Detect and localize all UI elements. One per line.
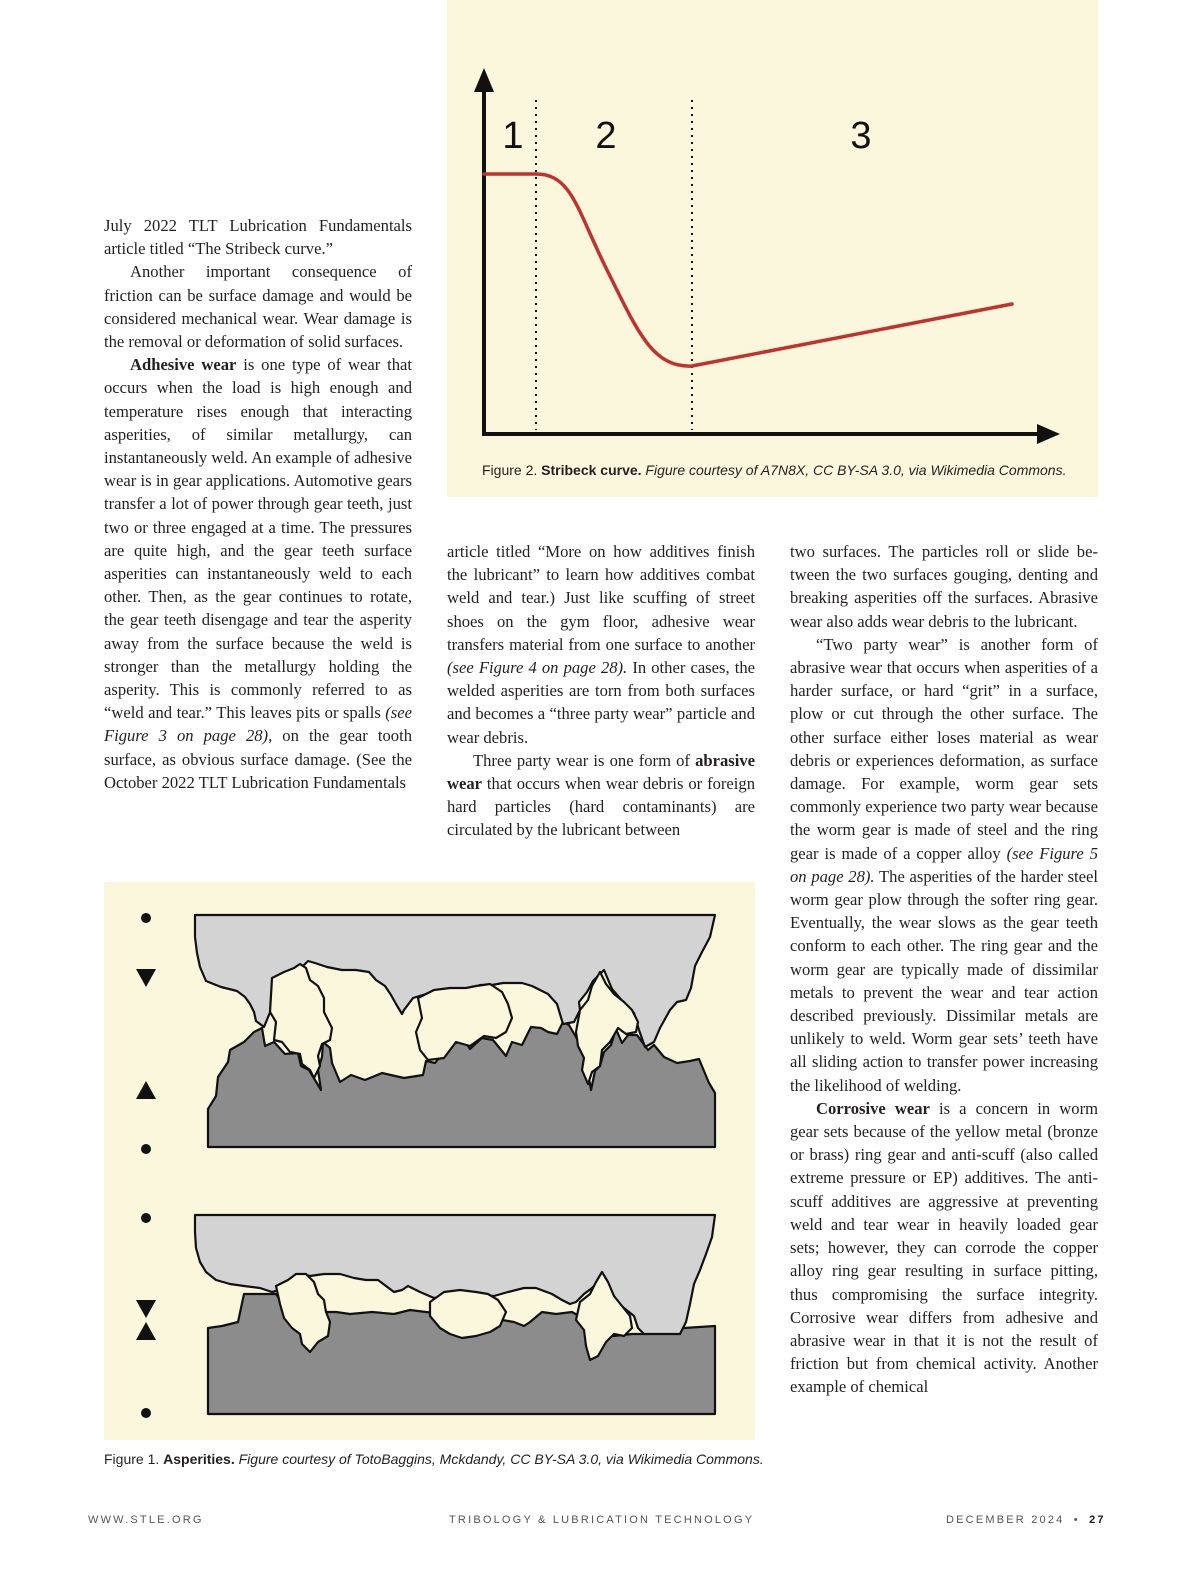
page-number: 27 — [1089, 1514, 1106, 1526]
figure-2-panel — [447, 0, 1098, 497]
col1-paragraph-3 — [104, 353, 412, 794]
col2-paragraph-1-text-b: In other cases, the welded asperities are torn from both surfaces and becomes a “three party wear” particle and wear debris. — [447, 658, 755, 747]
region-1-label: 1 — [502, 115, 524, 157]
adhesive-wear-term: Adhesive wear — [130, 355, 237, 375]
col2-paragraph-1-text-a: article titled “More on how additives finish the lubricant” to learn how additives combat weld and tear.) Just like scuffing of street shoes on the gym floor, adhesive wear transfers material from one surface to another — [447, 542, 755, 654]
figure-1-caption-title: Asperities. — [163, 1451, 235, 1467]
column-1 — [104, 214, 412, 794]
figure-3-reference: (see Figure 3 on page 28), — [104, 703, 412, 746]
marker-dot-bottom-1 — [141, 1213, 151, 1223]
col3-paragraph-1: two surfaces. The particles roll or slide between the two surfaces gouging, denting and breaking asperities off the surfaces. Abrasive wear also adds wear debris to the lubricant. — [790, 542, 1098, 631]
col1-paragraph-3-text-b: on the gear tooth surface, as obvious surface damage. (See the October 2022 TLT Lubrication Fundamentals — [104, 726, 412, 792]
footer-website[interactable]: WWW.STLE.ORG — [88, 1514, 204, 1526]
col3-paragraph-3-text: is a concern in worm gear sets because of the yellow metal (bronze or brass) ring gear and anti-scuff (also called extreme pressure or EP) additives. The anti-scuff additives are aggressive at preventing weld and tear wear in heavily loaded gear sets; however, they can corrode the copper alloy ring gear resulting in surface pitting, thus compromising the surface integrity. Corrosive wear differs from adhesive and abrasive wear in that it is not the result of friction but from chemical activity. Another example of chemical — [790, 1098, 1099, 1397]
figure-2-caption-title: Stribeck curve. — [541, 462, 642, 478]
marker-dot-top-2 — [141, 1144, 151, 1154]
stribeck-curve-diagram — [447, 0, 1098, 497]
marker-down-triangle-bottom — [136, 1300, 156, 1318]
figure-2-caption-prefix: Figure 2. — [482, 462, 542, 478]
col3-paragraph-2-text-a: “Two party wear” is another form of abrasive wear that occurs when asperities of a harder surface, or hard “grit” in a surface, plow or cut through the other surface. The other surface either loses material as wear debris or experiences deformation, as surface damage. For example, worm gear sets commonly experience two party wear because the worm gear is made of steel and the ring gear is made of a copper alloy — [790, 634, 1098, 863]
col1-paragraph-1: July 2022 TLT Lubrication Fundamentals article titled “The Stribeck curve.” — [104, 216, 412, 259]
figure-1-panel — [104, 882, 755, 1440]
region-2-label: 2 — [595, 115, 617, 157]
corrosive-wear-term: Corrosive wear — [816, 1098, 930, 1118]
col2-paragraph-1 — [447, 540, 755, 749]
column-2 — [447, 540, 755, 842]
asperities-diagram — [104, 882, 755, 1440]
col3-paragraph-2-text-b: The asperities of the harder steel worm gear plow through the softer ring gear. Eventually, the wear slows as the gear teeth conform to each other. The ring gear and the worm gear are typically made of dissimilar metals to prevent the wear and tear action described previously. Dissimilar metals are unlikely to weld. Worm gear sets’ teeth have all sliding action to transfer power increasing the likelihood of welding. — [790, 866, 1098, 1095]
col3-paragraph-2 — [790, 633, 1098, 1097]
column-3 — [790, 540, 1098, 1399]
footer-date-page — [946, 1514, 1106, 1526]
abrasive-wear-term: abrasive wear — [447, 750, 755, 794]
x-axis-arrow — [1037, 424, 1060, 444]
figure-4-reference: (see Figure 4 on page 28). — [447, 658, 628, 678]
col2-paragraph-2-text-a: Three party wear is one form of — [473, 750, 696, 770]
marker-dot-top-1 — [141, 913, 151, 923]
figure-2-caption — [482, 462, 1066, 478]
stribeck-curve — [484, 174, 1012, 366]
figure-1-caption — [104, 1451, 764, 1467]
col3-paragraph-3 — [790, 1097, 1098, 1399]
col2-paragraph-2-text-b: that occurs when wear debris or foreign hard particles (hard contaminants) are circulated by the lubricant between — [447, 774, 755, 840]
marker-down-triangle-top — [136, 969, 156, 987]
figure-5-reference: (see Figure 5 on page 28). — [790, 843, 1098, 886]
footer-date: DECEMBER 2024 — [946, 1514, 1065, 1526]
col2-paragraph-2 — [447, 749, 755, 842]
y-axis-arrow — [474, 68, 494, 92]
footer-separator: • — [1073, 1514, 1080, 1526]
marker-up-triangle-bottom — [136, 1322, 156, 1340]
region-3-label: 3 — [850, 115, 872, 157]
marker-up-triangle-top — [136, 1081, 156, 1099]
figure-2-caption-credit: Figure courtesy of A7N8X, CC BY-SA 3.0, via Wikimedia Commons. — [641, 462, 1067, 478]
col1-paragraph-2: Another important consequence of friction can be surface damage and would be considered mechanical wear. Wear damage is the removal or deformation of solid surfaces. — [104, 262, 412, 352]
figure-1-caption-prefix: Figure 1. — [104, 1451, 164, 1467]
footer-publication: TRIBOLOGY & LUBRICATION TECHNOLOGY — [449, 1514, 755, 1526]
marker-dot-bottom-2 — [141, 1408, 151, 1418]
figure-1-caption-credit: Figure courtesy of TotoBaggins, Mckdandy, CC BY-SA 3.0, via Wikimedia Commons. — [234, 1451, 764, 1467]
col1-paragraph-3-text-a: is one type of wear that occurs when the load is high enough and temperature rises enough that interacting asperities, of similar metallurgy, can instantaneously weld. An example of adhesive wear is in gear applications. Automotive gears transfer a lot of power through gear teeth, just two or three engaged at a time. The pressures are quite high, and the gear teeth surface asperities can instantaneously weld to each other. Then, as the gear continues to rotate, the gear teeth disengage and tear the asperity away from the surface because the weld is stronger than the metallurgy holding the asperity. This is commonly referred to as “weld and tear.” This leaves pits or spalls — [104, 355, 412, 723]
